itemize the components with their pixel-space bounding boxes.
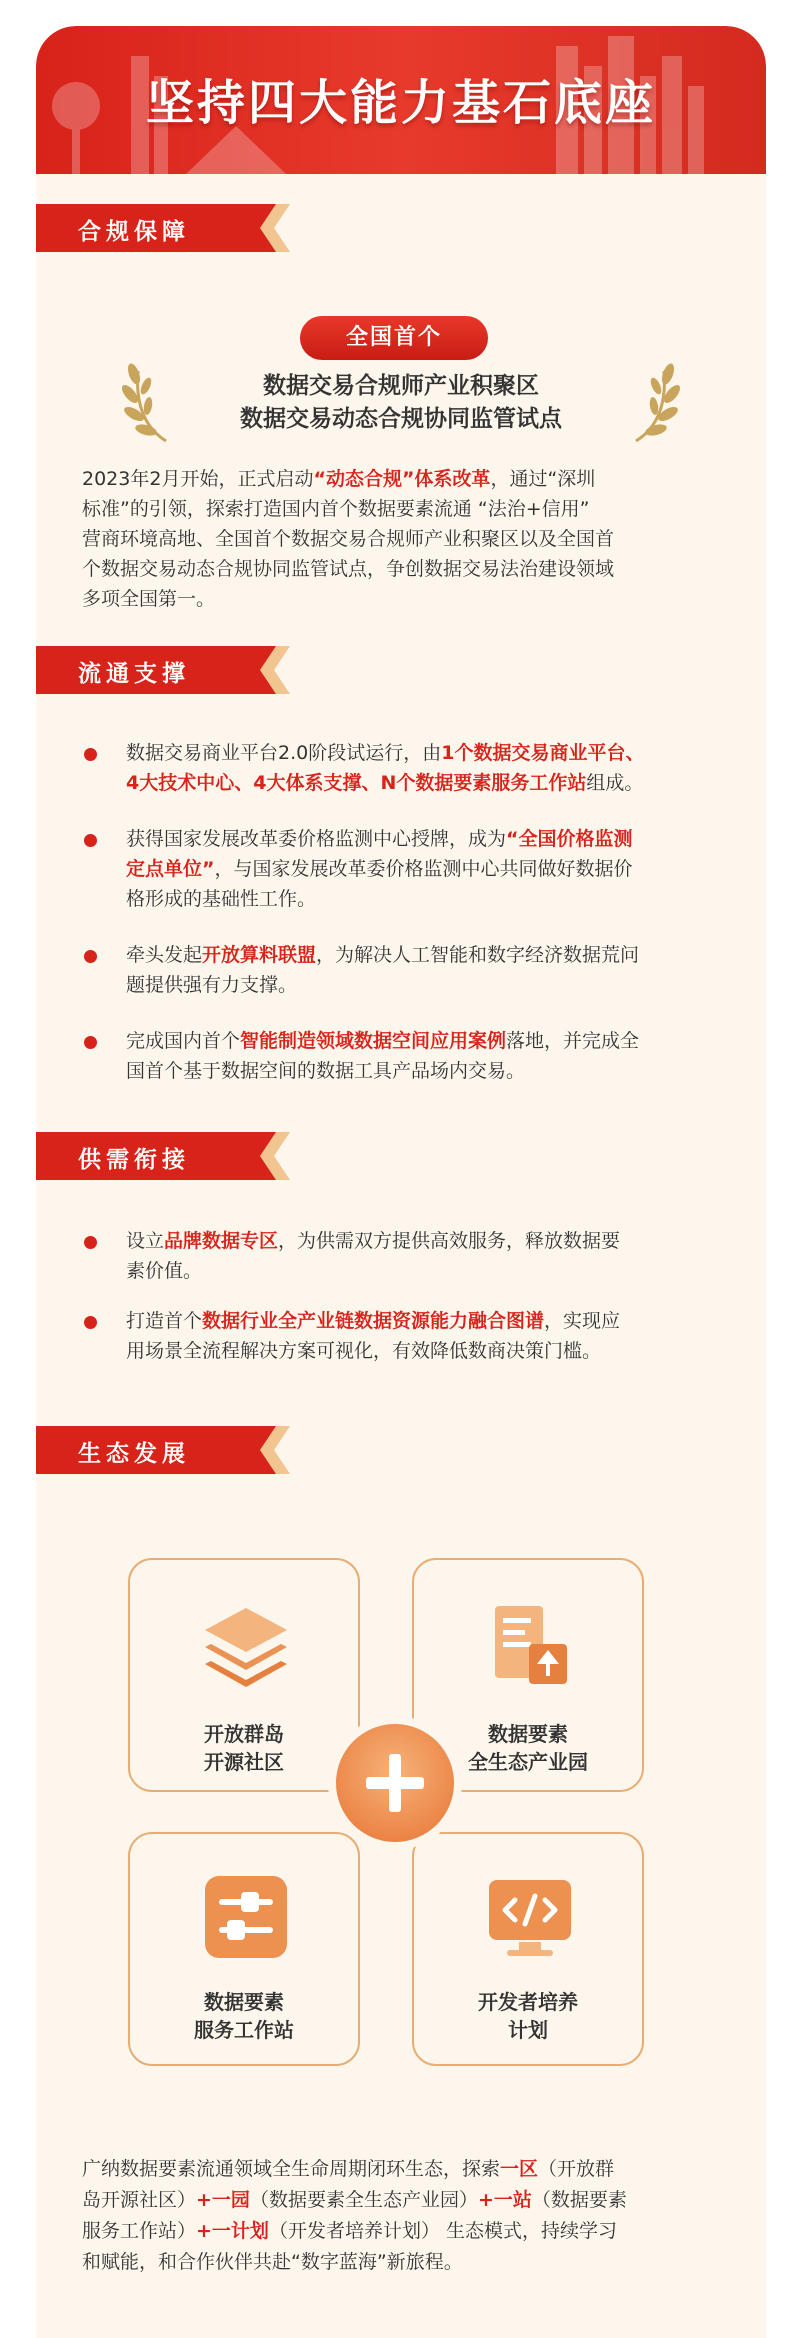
card-label: 开放群岛	[204, 1722, 284, 1746]
section-tag-circulation	[36, 646, 290, 694]
first-national-badge: 全国首个	[300, 316, 488, 360]
card-label: 服务工作站	[194, 2018, 294, 2042]
page-header	[36, 26, 766, 174]
card-label: 开发者培养	[478, 1990, 578, 2014]
compliance-paragraph: 2023年2月开始，正式启动“动态合规”体系改革，通过“深圳 标准”的引领，探索打造国内首个数据要素流通 “法治+信用” 营商环境高地、全国首个数据交易合规师产业积聚区以及全国首 个数据交易动态合规协同监管试点，争创数据交易法治建设领域 多项全国第一。	[82, 468, 615, 610]
section-tag-compliance	[36, 204, 290, 252]
list-item: 牵头发起开放算料联盟，为解决人工智能和数字经济数据荒问 题提供强有力支撑。	[84, 940, 714, 1000]
plus-icon	[336, 1724, 454, 1842]
ecology-card-service-station	[128, 1832, 360, 2066]
award-line-2: 数据交易动态合规协同监管试点	[240, 406, 562, 432]
section-tag-ecology	[36, 1426, 290, 1474]
list-item: 打造首个数据行业全产业链数据资源能力融合图谱，实现应 用场景全流程解决方案可视化，有效降低数商决策门槛。	[84, 1306, 714, 1366]
bullet-dot	[84, 1236, 97, 1249]
list-item: 获得国家发展改革委价格监测中心授牌，成为“全国价格监测 定点单位”，与国家发展改革委价格监测中心共同做好数据价 格形成的基础性工作。	[84, 824, 714, 914]
card-label: 数据要素	[488, 1722, 568, 1746]
page-title: 坚持四大能力基石底座	[145, 75, 656, 131]
content-frame	[36, 26, 766, 2338]
bullet-dot	[84, 1036, 97, 1049]
section-title: 流通支撑	[78, 661, 190, 687]
list-item: 数据交易商业平台2.0阶段试运行，由1个数据交易商业平台、 4大技术中心、4大体系支撑、N个数据要素服务工作站组成。	[84, 738, 714, 798]
bullet-dot	[84, 1316, 97, 1329]
card-label: 计划	[508, 2018, 548, 2042]
ecology-card-developer-program	[412, 1832, 644, 2066]
bullet-dot	[84, 748, 97, 761]
section-title: 合规保障	[78, 219, 190, 245]
section-tag-supply	[36, 1132, 290, 1180]
list-item: 完成国内首个智能制造领域数据空间应用案例落地，并完成全 国首个基于数据空间的数据工具产品场内交易。	[84, 1026, 714, 1086]
list-item: 设立品牌数据专区，为供需双方提供高效服务，释放数据要 素价值。	[84, 1226, 714, 1286]
ecology-card-open-island	[128, 1558, 360, 1792]
ecology-paragraph: 广纳数据要素流通领域全生命周期闭环生态，探索一区（开放群 岛开源社区）+一园（数据要素全生态产业园）+一站（数据要素 服务工作站）+一计划（开发者培养计划） 生态模式，持续学习 和赋能，和合作伙伴共赴“数字蓝海”新旅程。	[82, 2158, 627, 2273]
award-line-1: 数据交易合规师产业积聚区	[263, 373, 539, 399]
sliders-icon	[201, 1872, 291, 1962]
bullet-dot	[84, 834, 97, 847]
code-monitor-icon	[485, 1872, 575, 1962]
layers-icon	[201, 1600, 291, 1690]
card-label: 数据要素	[204, 1990, 284, 2014]
card-label: 全生态产业园	[468, 1750, 588, 1774]
card-label: 开源社区	[204, 1750, 284, 1774]
section-title: 生态发展	[78, 1441, 190, 1467]
bullet-dot	[84, 950, 97, 963]
document-building-icon	[485, 1600, 575, 1690]
section-title: 供需衔接	[78, 1147, 190, 1173]
